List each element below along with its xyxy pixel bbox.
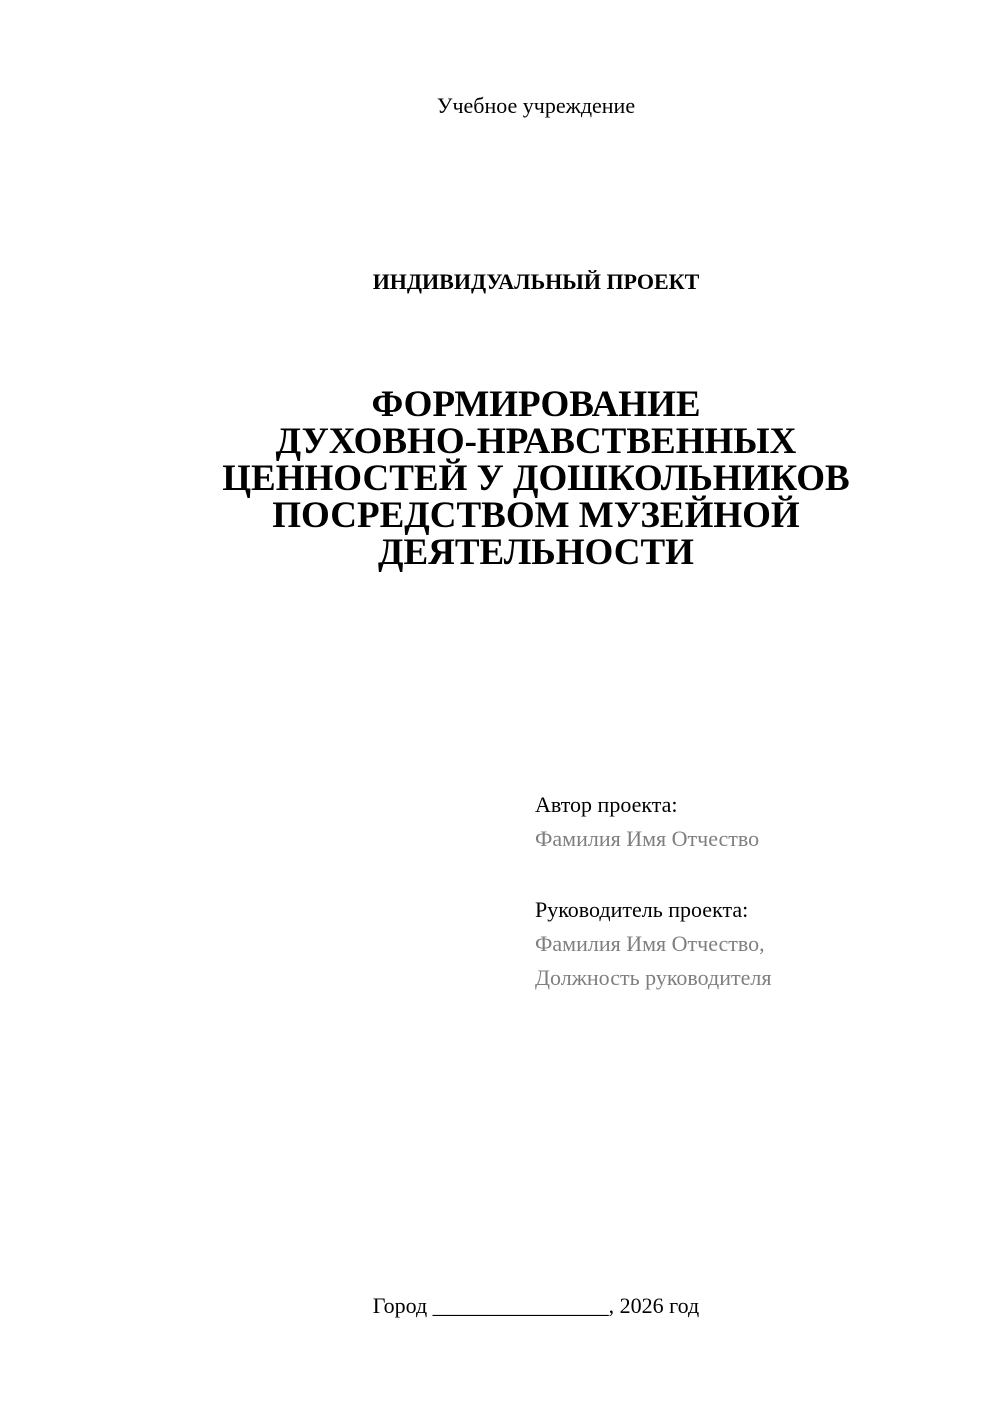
city-year: Город ________________, 2026 год [372, 1293, 700, 1318]
title-line: ПОСРЕДСТВОМ МУЗЕЙНОЙ [272, 495, 800, 536]
institution-name: Учебное учреждение [436, 93, 636, 118]
title-line: ЦЕННОСТЕЙ У ДОШКОЛЬНИКОВ [222, 458, 850, 499]
author-name-placeholder: Фамилия Имя Отчество [535, 826, 760, 851]
author-block [535, 788, 975, 856]
supervisor-position-placeholder: Должность руководителя [535, 965, 772, 990]
document-type: ИНДИВИДУАЛЬНЫЙ ПРОЕКТ [372, 269, 700, 294]
title-line: ДЕЯТЕЛЬНОСТИ [378, 532, 694, 573]
supervisor-block [535, 893, 975, 995]
supervisor-label: Руководитель проекта: [535, 897, 749, 922]
project-title [0, 386, 1000, 571]
title-line: ДУХОВНО-НРАВСТВЕННЫХ [275, 421, 797, 462]
supervisor-name-placeholder: Фамилия Имя Отчество, [535, 931, 765, 956]
title-line: ФОРМИРОВАНИЕ [371, 384, 701, 425]
author-label: Автор проекта: [535, 792, 678, 817]
